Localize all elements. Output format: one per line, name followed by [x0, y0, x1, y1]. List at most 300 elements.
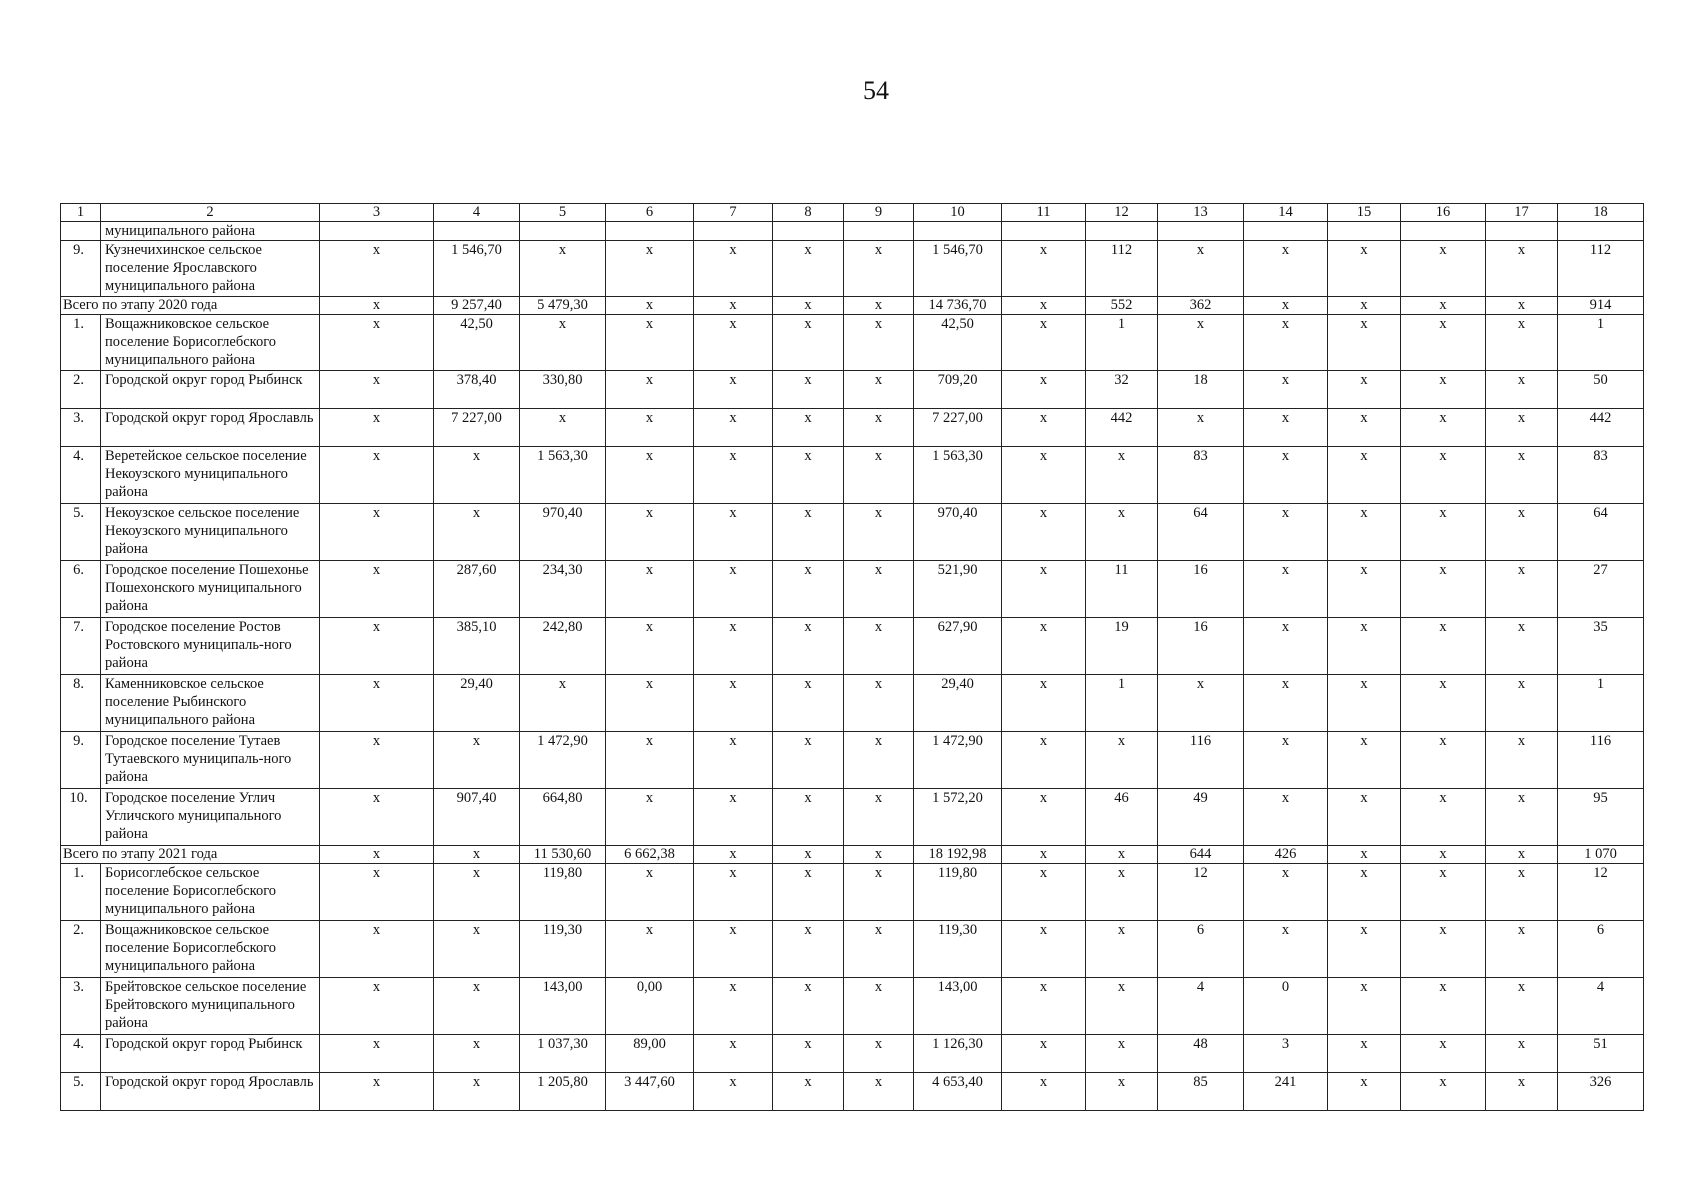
- value-cell: х: [773, 409, 844, 447]
- value-cell: х: [520, 315, 606, 371]
- value-cell: х: [320, 315, 434, 371]
- value-cell: х: [1244, 864, 1328, 921]
- value-cell: х: [606, 618, 694, 675]
- value-cell: х: [1486, 618, 1558, 675]
- value-cell: х: [1328, 978, 1401, 1035]
- value-cell: 51: [1558, 1035, 1644, 1073]
- value-cell: х: [1158, 675, 1244, 732]
- value-cell: х: [694, 864, 773, 921]
- value-cell: х: [606, 789, 694, 846]
- value-cell: х: [1486, 978, 1558, 1035]
- total-label: Всего по этапу 2021 года: [61, 846, 320, 864]
- table-row: [61, 222, 1644, 241]
- value-cell: х: [694, 1035, 773, 1073]
- value-cell: 112: [1558, 241, 1644, 297]
- value-cell: 11 530,60: [520, 846, 606, 864]
- value-cell: 1 546,70: [434, 241, 520, 297]
- row-number: 2.: [61, 371, 101, 409]
- value-cell: х: [1486, 297, 1558, 315]
- value-cell: 32: [1086, 371, 1158, 409]
- value-cell: х: [844, 315, 914, 371]
- value-cell: х: [1401, 864, 1486, 921]
- value-cell: 362: [1158, 297, 1244, 315]
- value-cell: х: [520, 241, 606, 297]
- value-cell: х: [694, 241, 773, 297]
- value-cell: 6 662,38: [606, 846, 694, 864]
- value-cell: х: [434, 921, 520, 978]
- value-cell: х: [1486, 241, 1558, 297]
- value-cell: 0,00: [606, 978, 694, 1035]
- value-cell: 16: [1158, 618, 1244, 675]
- value-cell: [694, 222, 773, 241]
- value-cell: х: [694, 618, 773, 675]
- value-cell: х: [1002, 732, 1086, 789]
- value-cell: 1: [1086, 315, 1158, 371]
- value-cell: х: [1244, 921, 1328, 978]
- value-cell: х: [434, 1073, 520, 1111]
- value-cell: х: [320, 846, 434, 864]
- value-cell: х: [773, 732, 844, 789]
- value-cell: х: [1002, 409, 1086, 447]
- value-cell: 3 447,60: [606, 1073, 694, 1111]
- header-row: [61, 204, 1644, 222]
- value-cell: х: [1486, 1035, 1558, 1073]
- value-cell: х: [844, 1073, 914, 1111]
- value-cell: 1 563,30: [520, 447, 606, 504]
- value-cell: 29,40: [434, 675, 520, 732]
- value-cell: х: [1486, 1073, 1558, 1111]
- value-cell: [434, 222, 520, 241]
- value-cell: 11: [1086, 561, 1158, 618]
- value-cell: 330,80: [520, 371, 606, 409]
- value-cell: 234,30: [520, 561, 606, 618]
- value-cell: х: [1086, 846, 1158, 864]
- value-cell: х: [1244, 561, 1328, 618]
- value-cell: х: [694, 732, 773, 789]
- value-cell: х: [694, 561, 773, 618]
- value-cell: х: [694, 846, 773, 864]
- value-cell: х: [1002, 241, 1086, 297]
- table-row: [61, 447, 1644, 504]
- value-cell: 12: [1158, 864, 1244, 921]
- value-cell: х: [1086, 864, 1158, 921]
- header-cell: 11: [1002, 204, 1086, 222]
- table-row: [61, 789, 1644, 846]
- value-cell: х: [320, 504, 434, 561]
- value-cell: х: [320, 241, 434, 297]
- value-cell: 442: [1086, 409, 1158, 447]
- value-cell: 1 070: [1558, 846, 1644, 864]
- value-cell: х: [434, 846, 520, 864]
- value-cell: [1158, 222, 1244, 241]
- value-cell: х: [1401, 846, 1486, 864]
- value-cell: х: [844, 409, 914, 447]
- value-cell: 16: [1158, 561, 1244, 618]
- value-cell: [606, 222, 694, 241]
- value-cell: 29,40: [914, 675, 1002, 732]
- table-row: [61, 371, 1644, 409]
- value-cell: 1: [1558, 675, 1644, 732]
- row-number: 5.: [61, 1073, 101, 1111]
- value-cell: х: [606, 921, 694, 978]
- value-cell: х: [773, 315, 844, 371]
- value-cell: 95: [1558, 789, 1644, 846]
- value-cell: х: [1244, 297, 1328, 315]
- value-cell: 5 479,30: [520, 297, 606, 315]
- value-cell: 1 563,30: [914, 447, 1002, 504]
- value-cell: х: [1002, 864, 1086, 921]
- value-cell: 46: [1086, 789, 1158, 846]
- value-cell: х: [1328, 864, 1401, 921]
- value-cell: х: [844, 789, 914, 846]
- value-cell: х: [434, 504, 520, 561]
- value-cell: х: [320, 297, 434, 315]
- header-cell: 10: [914, 204, 1002, 222]
- value-cell: х: [1328, 618, 1401, 675]
- value-cell: х: [606, 297, 694, 315]
- table-row: [61, 409, 1644, 447]
- value-cell: х: [694, 675, 773, 732]
- municipality-name: Городское поселение Углич Угличского муниципального района: [101, 789, 320, 846]
- value-cell: х: [1002, 561, 1086, 618]
- value-cell: х: [694, 789, 773, 846]
- value-cell: х: [773, 297, 844, 315]
- value-cell: х: [434, 978, 520, 1035]
- value-cell: х: [1086, 732, 1158, 789]
- value-cell: х: [520, 675, 606, 732]
- value-cell: х: [320, 371, 434, 409]
- table-row: [61, 1073, 1644, 1111]
- value-cell: х: [320, 618, 434, 675]
- value-cell: х: [1086, 921, 1158, 978]
- value-cell: 1: [1558, 315, 1644, 371]
- value-cell: х: [1244, 732, 1328, 789]
- value-cell: [1002, 222, 1086, 241]
- value-cell: х: [1401, 409, 1486, 447]
- header-cell: 18: [1558, 204, 1644, 222]
- value-cell: х: [773, 1073, 844, 1111]
- value-cell: 18 192,98: [914, 846, 1002, 864]
- value-cell: х: [606, 504, 694, 561]
- municipality-name: Брейтовское сельское поселение Брейтовского муниципального района: [101, 978, 320, 1035]
- value-cell: х: [773, 789, 844, 846]
- table-row: [61, 618, 1644, 675]
- value-cell: х: [320, 675, 434, 732]
- value-cell: х: [320, 921, 434, 978]
- header-cell: 5: [520, 204, 606, 222]
- value-cell: 1 546,70: [914, 241, 1002, 297]
- value-cell: х: [320, 1035, 434, 1073]
- value-cell: х: [1328, 846, 1401, 864]
- value-cell: 143,00: [914, 978, 1002, 1035]
- value-cell: 9 257,40: [434, 297, 520, 315]
- value-cell: 4: [1558, 978, 1644, 1035]
- value-cell: 1: [1086, 675, 1158, 732]
- value-cell: х: [1401, 1073, 1486, 1111]
- table-row: [61, 675, 1644, 732]
- value-cell: х: [844, 447, 914, 504]
- value-cell: х: [1244, 241, 1328, 297]
- row-number: 5.: [61, 504, 101, 561]
- municipality-name: Городской округ город Ярославль: [101, 409, 320, 447]
- value-cell: 14 736,70: [914, 297, 1002, 315]
- value-cell: х: [1486, 409, 1558, 447]
- header-cell: 8: [773, 204, 844, 222]
- value-cell: х: [1086, 1035, 1158, 1073]
- value-cell: х: [1486, 504, 1558, 561]
- total-row: [61, 297, 1644, 315]
- municipality-name: Городское поселение Ростов Ростовского муниципаль-ного района: [101, 618, 320, 675]
- row-number: 9.: [61, 241, 101, 297]
- value-cell: [773, 222, 844, 241]
- municipality-name: Каменниковское сельское поселение Рыбинского муниципального района: [101, 675, 320, 732]
- value-cell: 35: [1558, 618, 1644, 675]
- value-cell: х: [773, 675, 844, 732]
- value-cell: х: [844, 846, 914, 864]
- value-cell: х: [694, 409, 773, 447]
- value-cell: х: [1002, 618, 1086, 675]
- municipality-name: Городской округ город Ярославль: [101, 1073, 320, 1111]
- value-cell: х: [1328, 504, 1401, 561]
- value-cell: х: [1486, 371, 1558, 409]
- value-cell: х: [1002, 675, 1086, 732]
- value-cell: х: [606, 447, 694, 504]
- value-cell: х: [1328, 447, 1401, 504]
- value-cell: х: [1002, 789, 1086, 846]
- header-cell: 9: [844, 204, 914, 222]
- value-cell: х: [844, 675, 914, 732]
- value-cell: х: [434, 864, 520, 921]
- header-cell: 6: [606, 204, 694, 222]
- value-cell: х: [694, 504, 773, 561]
- value-cell: х: [1401, 618, 1486, 675]
- value-cell: 287,60: [434, 561, 520, 618]
- value-cell: х: [1086, 1073, 1158, 1111]
- row-number: 6.: [61, 561, 101, 618]
- header-cell: 4: [434, 204, 520, 222]
- value-cell: х: [1486, 675, 1558, 732]
- value-cell: х: [844, 371, 914, 409]
- value-cell: х: [1486, 864, 1558, 921]
- value-cell: 4: [1158, 978, 1244, 1035]
- value-cell: х: [1002, 1073, 1086, 1111]
- value-cell: 627,90: [914, 618, 1002, 675]
- value-cell: х: [320, 561, 434, 618]
- value-cell: х: [606, 315, 694, 371]
- value-cell: 385,10: [434, 618, 520, 675]
- value-cell: х: [844, 978, 914, 1035]
- value-cell: х: [1002, 371, 1086, 409]
- total-label: Всего по этапу 2020 года: [61, 297, 320, 315]
- value-cell: 116: [1558, 732, 1644, 789]
- value-cell: х: [1002, 504, 1086, 561]
- value-cell: х: [606, 864, 694, 921]
- table-row: [61, 864, 1644, 921]
- value-cell: х: [1486, 315, 1558, 371]
- header-cell: 7: [694, 204, 773, 222]
- value-cell: [914, 222, 1002, 241]
- value-cell: 970,40: [520, 504, 606, 561]
- value-cell: х: [1002, 921, 1086, 978]
- value-cell: 112: [1086, 241, 1158, 297]
- value-cell: 4 653,40: [914, 1073, 1002, 1111]
- value-cell: [844, 222, 914, 241]
- value-cell: х: [434, 1035, 520, 1073]
- table-row: [61, 978, 1644, 1035]
- value-cell: х: [773, 618, 844, 675]
- row-number: 7.: [61, 618, 101, 675]
- municipality-name: Городской округ город Рыбинск: [101, 1035, 320, 1073]
- municipality-name: Веретейское сельское поселение Некоузского муниципального района: [101, 447, 320, 504]
- row-number: 3.: [61, 409, 101, 447]
- value-cell: х: [1401, 732, 1486, 789]
- value-cell: 12: [1558, 864, 1644, 921]
- value-cell: х: [434, 447, 520, 504]
- value-cell: х: [320, 447, 434, 504]
- row-number: 3.: [61, 978, 101, 1035]
- value-cell: 119,30: [520, 921, 606, 978]
- value-cell: х: [694, 978, 773, 1035]
- value-cell: 19: [1086, 618, 1158, 675]
- value-cell: 3: [1244, 1035, 1328, 1073]
- value-cell: х: [1401, 315, 1486, 371]
- value-cell: х: [844, 618, 914, 675]
- value-cell: х: [1401, 297, 1486, 315]
- value-cell: х: [844, 297, 914, 315]
- value-cell: х: [1086, 447, 1158, 504]
- table-row: [61, 315, 1644, 371]
- page-number: 54: [863, 76, 889, 105]
- value-cell: х: [694, 1073, 773, 1111]
- value-cell: х: [1002, 978, 1086, 1035]
- value-cell: х: [1086, 978, 1158, 1035]
- value-cell: 85: [1158, 1073, 1244, 1111]
- value-cell: х: [1486, 846, 1558, 864]
- value-cell: х: [320, 732, 434, 789]
- value-cell: х: [1002, 846, 1086, 864]
- municipality-name: Вощажниковское сельское поселение Борисоглебского муниципального района: [101, 921, 320, 978]
- municipality-name: Городской округ город Рыбинск: [101, 371, 320, 409]
- value-cell: х: [1244, 789, 1328, 846]
- municipality-name: Борисоглебское сельское поселение Борисоглебского муниципального района: [101, 864, 320, 921]
- value-cell: 7 227,00: [434, 409, 520, 447]
- value-cell: х: [1328, 409, 1401, 447]
- value-cell: х: [694, 297, 773, 315]
- value-cell: х: [844, 864, 914, 921]
- value-cell: 18: [1158, 371, 1244, 409]
- header-cell: 1: [61, 204, 101, 222]
- value-cell: 50: [1558, 371, 1644, 409]
- value-cell: х: [606, 241, 694, 297]
- value-cell: х: [1158, 241, 1244, 297]
- value-cell: х: [1328, 561, 1401, 618]
- value-cell: х: [1244, 504, 1328, 561]
- value-cell: х: [1328, 1073, 1401, 1111]
- value-cell: х: [1401, 921, 1486, 978]
- value-cell: х: [844, 241, 914, 297]
- value-cell: х: [1244, 618, 1328, 675]
- value-cell: 143,00: [520, 978, 606, 1035]
- value-cell: [1558, 222, 1644, 241]
- value-cell: 119,80: [520, 864, 606, 921]
- value-cell: 1 205,80: [520, 1073, 606, 1111]
- row-number: 1.: [61, 315, 101, 371]
- header-cell: 16: [1401, 204, 1486, 222]
- header-cell: 3: [320, 204, 434, 222]
- value-cell: 48: [1158, 1035, 1244, 1073]
- value-cell: х: [844, 1035, 914, 1073]
- value-cell: х: [1401, 978, 1486, 1035]
- value-cell: 326: [1558, 1073, 1644, 1111]
- value-cell: х: [1328, 921, 1401, 978]
- value-cell: 709,20: [914, 371, 1002, 409]
- value-cell: 64: [1558, 504, 1644, 561]
- value-cell: х: [1244, 315, 1328, 371]
- value-cell: 521,90: [914, 561, 1002, 618]
- data-table: [60, 203, 1644, 1111]
- value-cell: х: [1158, 315, 1244, 371]
- value-cell: х: [1328, 732, 1401, 789]
- municipality-name: муниципального района: [101, 222, 320, 241]
- value-cell: х: [606, 675, 694, 732]
- value-cell: х: [1328, 1035, 1401, 1073]
- value-cell: х: [844, 504, 914, 561]
- value-cell: х: [1328, 789, 1401, 846]
- value-cell: х: [1002, 315, 1086, 371]
- value-cell: 442: [1558, 409, 1644, 447]
- value-cell: 7 227,00: [914, 409, 1002, 447]
- value-cell: х: [1328, 315, 1401, 371]
- total-row: [61, 846, 1644, 864]
- value-cell: х: [1401, 675, 1486, 732]
- value-cell: х: [773, 504, 844, 561]
- value-cell: х: [434, 732, 520, 789]
- value-cell: [1086, 222, 1158, 241]
- value-cell: х: [606, 409, 694, 447]
- value-cell: 6: [1558, 921, 1644, 978]
- value-cell: х: [1002, 1035, 1086, 1073]
- value-cell: х: [320, 789, 434, 846]
- municipality-name: Городское поселение Тутаев Тутаевского муниципаль-ного района: [101, 732, 320, 789]
- row-number: 9.: [61, 732, 101, 789]
- value-cell: х: [1401, 1035, 1486, 1073]
- value-cell: х: [773, 561, 844, 618]
- value-cell: х: [1401, 504, 1486, 561]
- value-cell: [520, 222, 606, 241]
- value-cell: х: [320, 409, 434, 447]
- value-cell: [1486, 222, 1558, 241]
- value-cell: 378,40: [434, 371, 520, 409]
- value-cell: х: [1328, 241, 1401, 297]
- value-cell: 914: [1558, 297, 1644, 315]
- value-cell: х: [520, 409, 606, 447]
- table-row: [61, 561, 1644, 618]
- value-cell: 64: [1158, 504, 1244, 561]
- value-cell: х: [694, 315, 773, 371]
- value-cell: 6: [1158, 921, 1244, 978]
- value-cell: 1 126,30: [914, 1035, 1002, 1073]
- value-cell: х: [773, 846, 844, 864]
- value-cell: 552: [1086, 297, 1158, 315]
- row-number: 4.: [61, 447, 101, 504]
- value-cell: х: [320, 978, 434, 1035]
- value-cell: х: [1244, 371, 1328, 409]
- value-cell: 42,50: [434, 315, 520, 371]
- value-cell: х: [1002, 297, 1086, 315]
- value-cell: х: [773, 1035, 844, 1073]
- table-row: [61, 504, 1644, 561]
- value-cell: х: [606, 561, 694, 618]
